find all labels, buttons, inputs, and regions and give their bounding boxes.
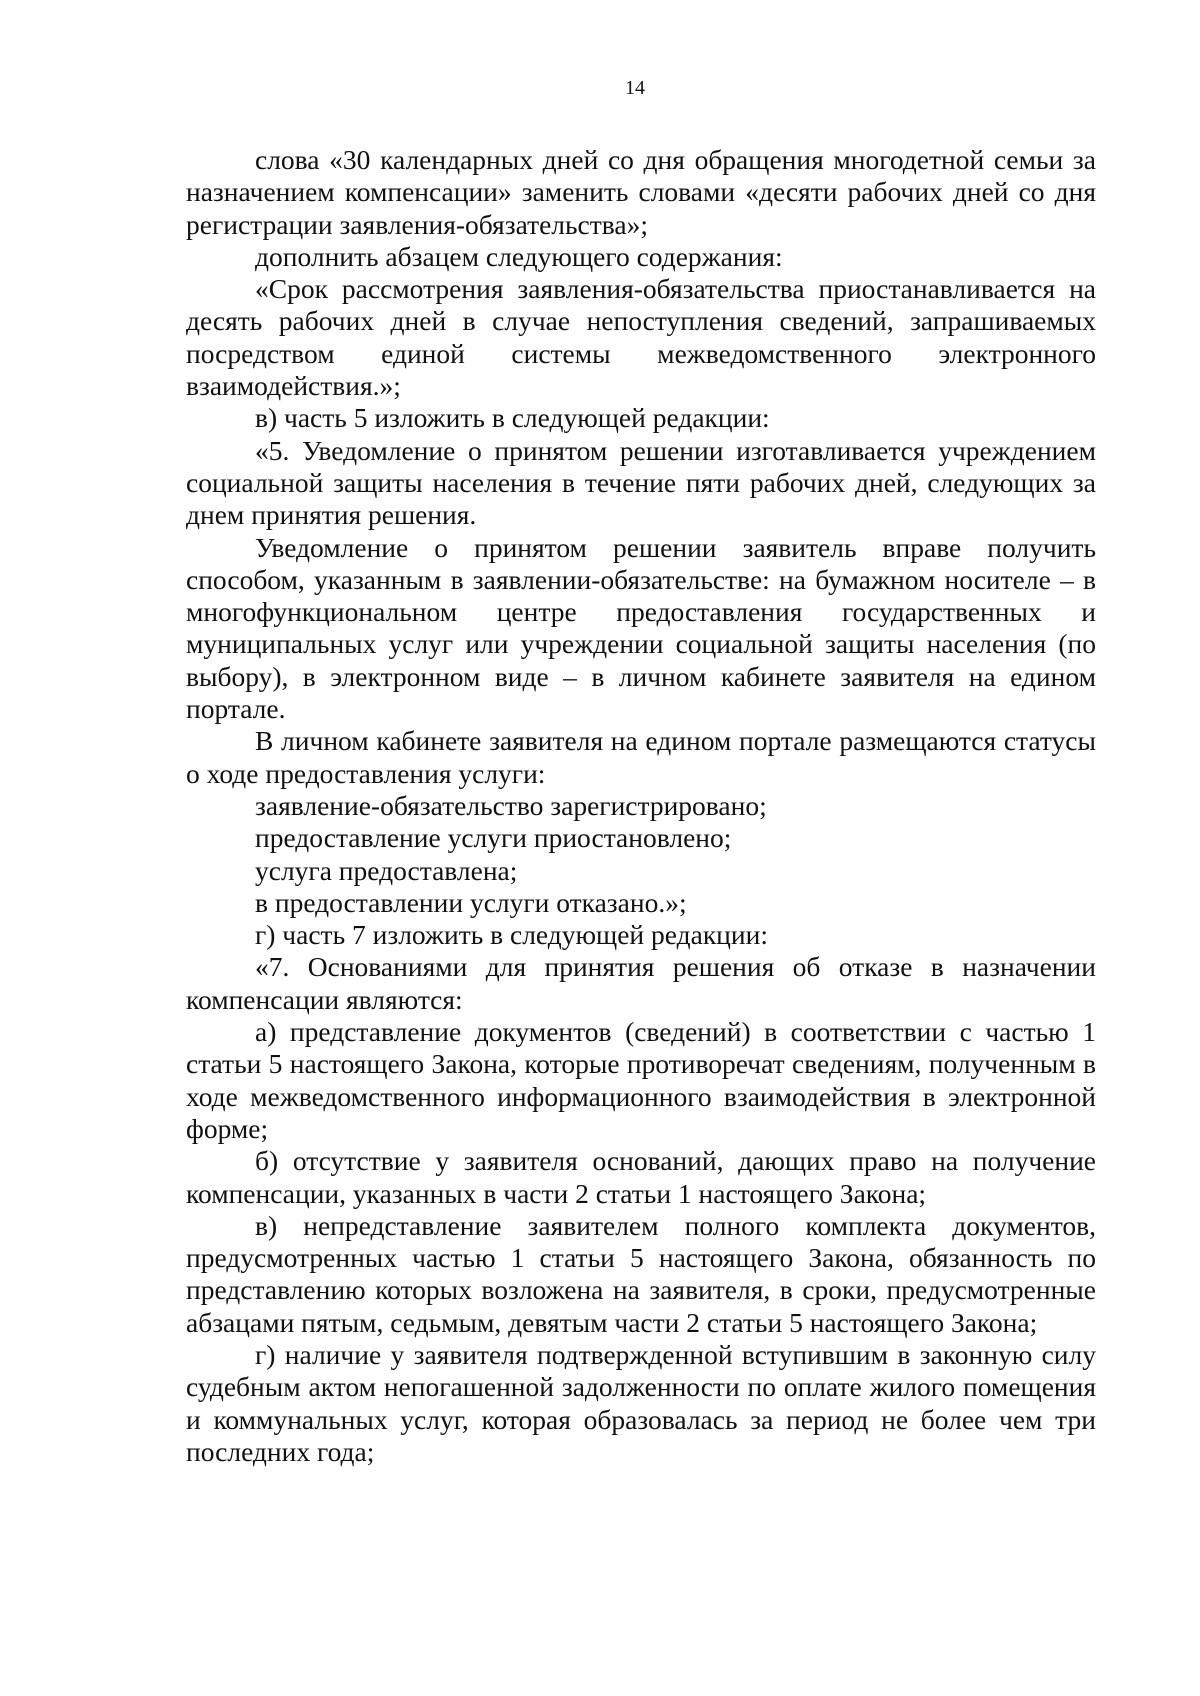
list-item: г) часть 7 изложить в следующей редакции: [255, 919, 768, 951]
paragraph: в) часть 5 изложить в следующей редакции: [255, 402, 770, 434]
paragraph: в) непредставление заявителем полного комплекта документов, предусмотренных частью 1 статьи 5 настоящего Закона, обязанность по представлению которых возложена на заявителя, в сроки, предусмотренные абзацами пятым, седьмым, девятым части 2 статьи 5 настоящего Закона; [186, 1209, 1096, 1338]
paragraph: дополнить абзацем следующего содержания: [255, 240, 783, 272]
paragraph: слова «30 календарных дней со дня обращения многодетной семьи за назначением компенсации» заменить словами «десяти рабочих дней со дня регистрации заявления-обязательства»; [186, 144, 1096, 240]
paragraph: б) отсутствие у заявителя оснований, дающих право на получение компенсации, указанных в части 2 статьи 1 настоящего Закона; [186, 1145, 1096, 1209]
page-number: 14 [625, 77, 645, 99]
paragraph: В личном кабинете заявителя на едином портале размещаются статусы о ходе предоставления услуги: [186, 725, 1096, 789]
document-body [186, 144, 1096, 1468]
list-item: услуга предоставлена; [255, 854, 518, 886]
paragraph: «7. Основаниями для принятия решения об отказе в назначении компенсации являются: [186, 951, 1096, 1015]
list-item: предоставление услуги приостановлено; [255, 822, 732, 854]
list-item: заявление-обязательство зарегистрировано; [255, 789, 767, 821]
paragraph: «Срок рассмотрения заявления-обязательства приостанавливается на десять рабочих дней в случае непоступления сведений, запрашиваемых посредством единой системы межведомственного электронного взаимодействия.»; [186, 273, 1096, 402]
paragraph: а) представление документов (сведений) в соответствии с частью 1 статьи 5 настоящего Закона, которые противоречат сведениям, полученным в ходе межведомственного информационного взаимодействия в электронной форме; [186, 1016, 1096, 1144]
status-list [186, 790, 1096, 951]
paragraph: г) наличие у заявителя подтвержденной вступившим в законную силу судебным актом непогашенной задолженности по оплате жилого помещения и коммунальных услуг, которая образовалась за период не более чем три последних года; [186, 1338, 1096, 1467]
paragraph: «5. Уведомление о принятом решении изготавливается учреждением социальной защиты населения в течение пяти рабочих дней, следующих за днем принятия решения. [186, 434, 1096, 531]
list-item: в предоставлении услуги отказано.»; [255, 886, 687, 918]
paragraph: Уведомление о принятом решении заявитель вправе получить способом, указанным в заявлении-обязательстве: на бумажном носителе – в многофункциональном центре предоставления государственных и муниципальных услуг или учреждении социальной защиты населения (по выбору), в электронном виде – в личном кабинете заявителя на едином портале. [186, 531, 1096, 725]
